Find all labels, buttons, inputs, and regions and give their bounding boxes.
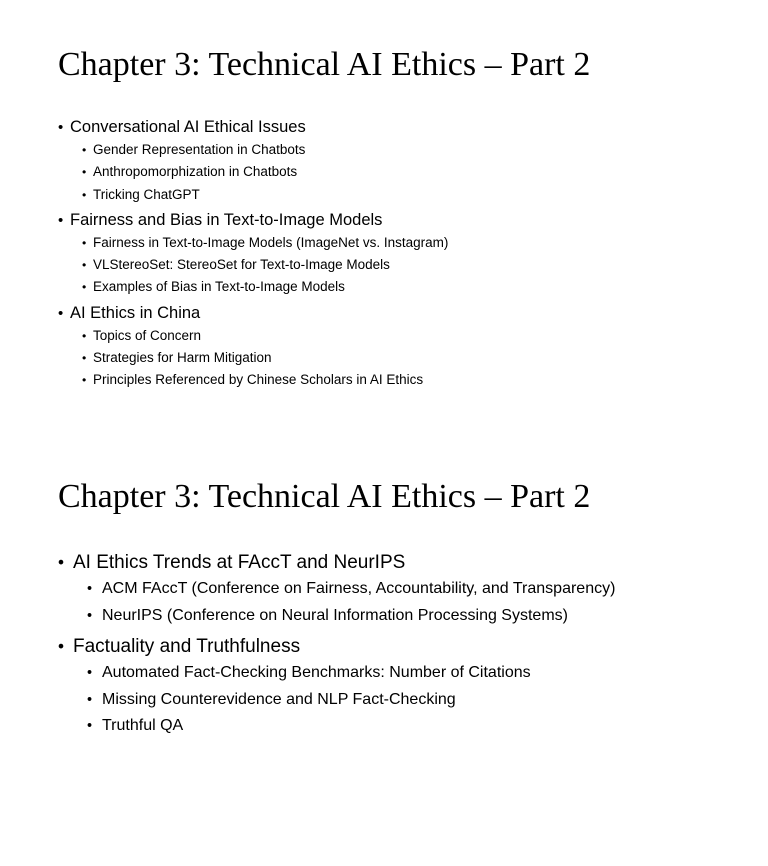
section-list — [58, 550, 748, 740]
list-item — [58, 139, 748, 161]
list-item-label: ACM FAccT (Conference on Fairness, Accountability, and Transparency) — [102, 580, 616, 597]
list-item-label: Anthropomorphization in Chatbots — [93, 164, 298, 180]
list-item-label: NeurIPS (Conference on Neural Information Processing Systems) — [102, 606, 568, 624]
bullet-icon: • — [87, 581, 93, 597]
list-item — [58, 254, 748, 276]
slide-title: Chapter 3: Technical AI Ethics – Part 2 — [58, 478, 591, 515]
slide-2 — [58, 476, 748, 740]
section-heading — [58, 116, 748, 139]
section-heading — [58, 550, 748, 576]
slide-title: Chapter 3: Technical AI Ethics – Part 2 — [58, 46, 591, 83]
bullet-icon: • — [82, 328, 87, 343]
list-item — [58, 576, 748, 603]
section-label: Conversational AI Ethical Issues — [70, 118, 306, 136]
bullet-icon: • — [82, 280, 87, 295]
list-item — [58, 713, 748, 740]
list-item-label: Fairness in Text-to-Image Models (ImageNet vs. Instagram) — [93, 234, 449, 250]
bullet-icon: • — [82, 165, 87, 180]
list-item-label: Principles Referenced by Chinese Scholars in AI Ethics — [93, 372, 424, 388]
list-item-label: Strategies for Harm Mitigation — [93, 350, 272, 366]
list-item-label: Tricking ChatGPT — [93, 186, 200, 202]
bullet-icon: • — [87, 691, 93, 708]
list-item — [58, 369, 748, 391]
list-item-label: Topics of Concern — [93, 327, 202, 343]
section-heading — [58, 302, 748, 325]
section-label: Factuality and Truthfulness — [73, 636, 301, 657]
list-item-label: Missing Counterevidence and NLP Fact-Checking — [102, 690, 456, 708]
list-item — [58, 347, 748, 369]
list-item — [58, 161, 748, 183]
section-label: AI Ethics in China — [70, 303, 201, 322]
section-ai-ethics-china — [58, 302, 748, 392]
bullet-icon: • — [87, 718, 93, 734]
bullet-icon: • — [58, 553, 64, 572]
sub-list — [58, 139, 748, 206]
section-label: AI Ethics Trends at FAccT and NeurIPS — [73, 552, 406, 573]
bullet-icon: • — [58, 212, 64, 229]
list-item-label: Automated Fact-Checking Benchmarks: Number of Citations — [102, 664, 531, 681]
section-fairness-bias — [58, 209, 748, 299]
sub-list — [58, 325, 748, 392]
list-item — [58, 184, 748, 206]
list-item — [58, 660, 748, 687]
section-ethics-trends — [58, 550, 748, 629]
list-item-label: Examples of Bias in Text-to-Image Models — [93, 279, 345, 295]
bullet-icon: • — [82, 258, 87, 273]
bullet-icon: • — [87, 607, 93, 624]
bullet-icon: • — [58, 120, 64, 136]
list-item — [58, 603, 748, 630]
list-item-label: Gender Representation in Chatbots — [93, 142, 306, 157]
sub-list — [58, 576, 748, 629]
bullet-icon: • — [58, 637, 64, 656]
section-list — [58, 116, 748, 392]
sub-list — [58, 660, 748, 740]
list-item — [58, 687, 748, 714]
bullet-icon: • — [58, 305, 64, 322]
bullet-icon: • — [82, 235, 87, 250]
list-item-label: VLStereoSet: StereoSet for Text-to-Image Models — [93, 257, 390, 273]
list-item — [58, 232, 748, 254]
bullet-icon: • — [82, 187, 87, 202]
bullet-icon: • — [82, 373, 87, 388]
section-label: Fairness and Bias in Text-to-Image Models — [70, 210, 383, 229]
bullet-icon: • — [87, 665, 93, 681]
list-item — [58, 276, 748, 298]
bullet-icon: • — [82, 351, 87, 366]
section-heading — [58, 634, 748, 660]
list-item-label: Truthful QA — [102, 717, 184, 734]
section-conversational-ai — [58, 116, 748, 206]
slide-1 — [58, 44, 748, 392]
list-item — [58, 325, 748, 347]
section-heading — [58, 209, 748, 232]
section-factuality — [58, 634, 748, 740]
bullet-icon: • — [82, 143, 87, 157]
sub-list — [58, 232, 748, 299]
